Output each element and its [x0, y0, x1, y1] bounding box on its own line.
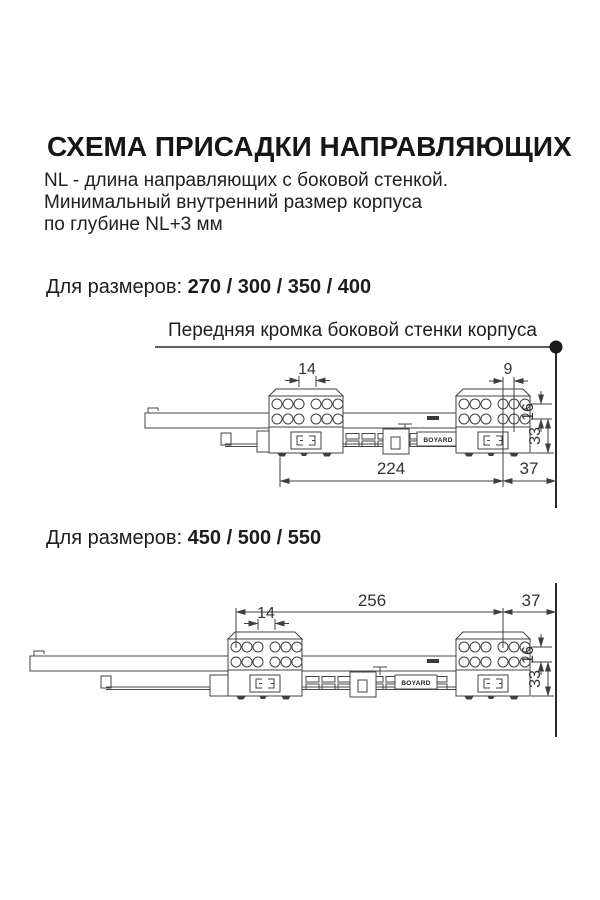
dim-front-span-2: 37	[521, 591, 541, 610]
description-line-2: Минимальный внутренний размер корпуса	[44, 192, 423, 213]
section2-sizes	[46, 527, 321, 550]
brand-plate-2	[395, 675, 437, 689]
diagram-450-550	[0, 560, 600, 760]
front-edge-dot	[550, 341, 563, 354]
dim-bottom-offset-1: 33	[527, 427, 544, 445]
section1-sizes	[46, 276, 371, 299]
dim-front-hole-offset: 9	[503, 361, 513, 378]
dim-length-span: 256	[357, 591, 387, 610]
section2-sizes-values: 450 / 500 / 550	[187, 527, 322, 549]
page-title: СХЕМА ПРИСАДКИ НАПРАВЛЯЮЩИХ	[47, 131, 572, 162]
slide-side-view-2	[30, 632, 530, 700]
dim-row-gap-1: 16	[520, 403, 537, 421]
description-line-1: NL - длина направляющих с боковой стенкой.	[44, 170, 449, 191]
section1-label: Для размеров:	[46, 276, 183, 298]
section2-label: Для размеров:	[46, 527, 183, 549]
latch-mark	[427, 416, 439, 420]
diagram-270-400	[0, 340, 600, 525]
dim-back-span: 224	[376, 459, 406, 478]
dim-hole-pitch-2: 14	[257, 605, 275, 622]
brand-label-2: BOYARD	[401, 680, 431, 687]
dim-front-span-1: 37	[519, 459, 539, 478]
dim-row-gap-2: 16	[520, 646, 537, 664]
dim-hole-pitch-1: 14	[298, 361, 316, 378]
description	[44, 170, 448, 236]
section1-sizes-values: 270 / 300 / 350 / 400	[187, 276, 372, 298]
brand-plate-1	[417, 432, 459, 446]
front-edge-label: Передняя кромка боковой стенки корпуса	[168, 320, 537, 341]
latch-mark-2	[427, 659, 439, 663]
brand-label-1: BOYARD	[423, 437, 453, 444]
description-line-3: по глубине NL+3 мм	[44, 214, 223, 235]
dim-bottom-offset-2: 33	[527, 670, 544, 688]
slide-side-view-1	[145, 389, 530, 457]
